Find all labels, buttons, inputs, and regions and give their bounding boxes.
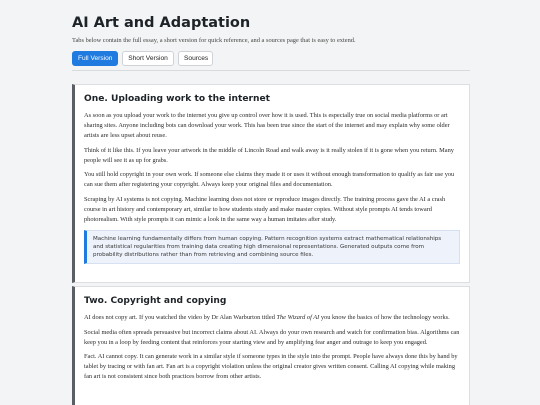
tab-full-version[interactable]: Full Version (72, 51, 118, 66)
paragraph: Social media often spreads persuasive but incorrect claims about AI. Always do your own research and watch for confirmation bias. Algorithms can keep you in a loop by feeding content that reinforces your starting view and by amplifying fear anger and outrage to keep you engaged. (84, 328, 460, 346)
tab-sources[interactable]: Sources (178, 51, 213, 66)
section-title: Two. Copyright and copying (84, 296, 227, 306)
section-title: One. Uploading work to the internet (84, 94, 271, 104)
callout-box: Machine learning fundamentally differs from human copying. Pattern recognition systems extract mathematical relationships and statistical regularities from training data creating high dimensional representations. Generated outputs come from probability distributions rather than from retrieving and combining source files. (84, 230, 460, 264)
paragraph: As soon as you upload your work to the internet you give up control over how it is used. This is especially true on social media platforms or art sharing sites. Anyone including bots can download your work. This has been true since the start of the internet and may explain why some older artists are less upset about reuse. (84, 112, 450, 139)
paragraph: Think of it like this. If you leave your artwork in the middle of Lincoln Road and walk away is it really stolen if it is gone when you return. Many people will see it as up for grabs. (84, 146, 454, 164)
site-header (72, 13, 470, 45)
paragraph: You still hold copyright in your own work. If someone else claims they made it or uses it without enough transformation to qualify as fair use you can sue them after registering your copyright. Always keep your original files and documentation. (84, 171, 455, 188)
section-uploading-work (72, 84, 470, 283)
paragraph-text: you know the basics of how the technology works. (319, 314, 450, 321)
section-copyright-and-copying (72, 286, 470, 405)
page-subtitle: Tabs below contain the full essay, a short version for quick reference, and a sources page that is easy to extend. (72, 37, 356, 44)
paragraph-text: AI does not copy art. If you watched the video by Dr Alan Warburton titled (84, 314, 277, 321)
divider (72, 70, 470, 71)
paragraph: Fact. AI cannot copy. It can generate work in a similar style if someone types in the style into the prompt. People have always done this by hand by tablet by tracing or with fan art. Fan art is a copyright violation unless the original creator gives written consent. Calling AI copying while making fan art is not consistent since both practices borrow from other artists. (84, 353, 458, 380)
tab-bar (72, 51, 213, 66)
tab-short-version[interactable]: Short Version (122, 51, 174, 66)
video-title: The Wizard of AI (276, 314, 320, 321)
page-title: AI Art and Adaptation (72, 15, 251, 31)
paragraph: Scraping by AI systems is not copying. Machine learning does not store or reproduce images directly. The training process gave the AI a crash course in art history and contemporary art, similar to how students study and make master copies. Without style prompts AI tends toward photorealism. With style prompts it can mimic a look in the same way a human imitates after study. (84, 195, 446, 223)
paragraph (84, 313, 460, 323)
